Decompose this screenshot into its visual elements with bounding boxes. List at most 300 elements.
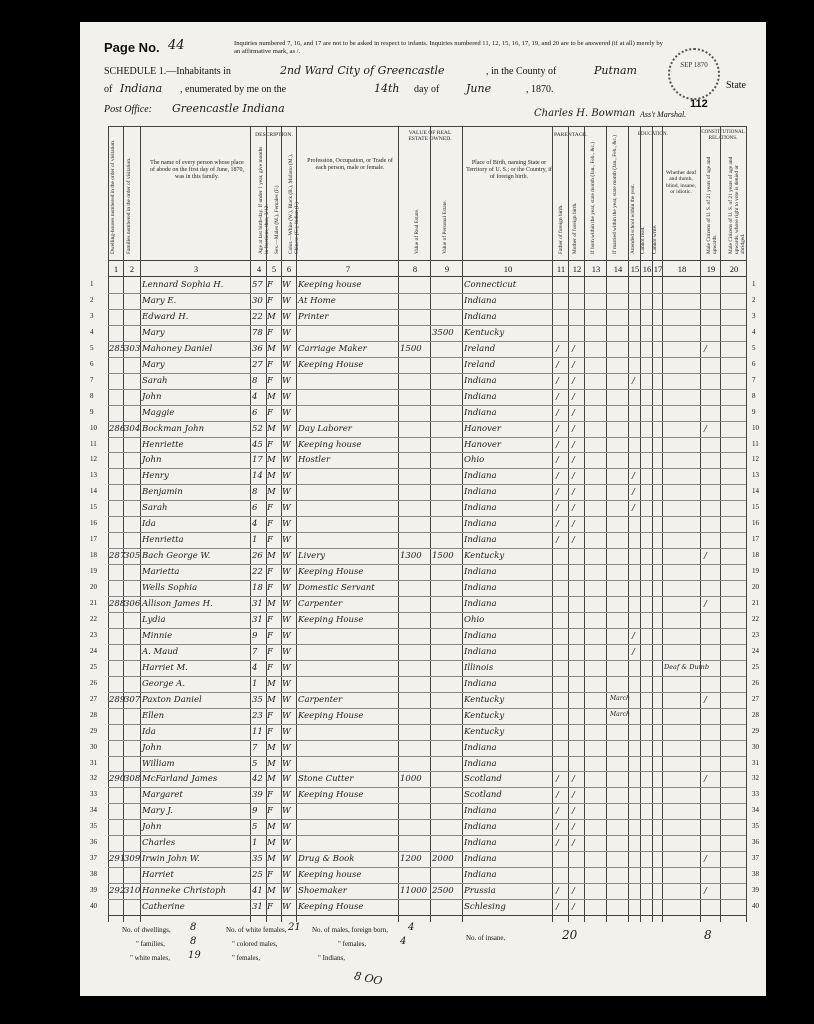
cell-c19: /	[704, 343, 707, 354]
row-number: 28	[90, 710, 97, 719]
grid-row-line	[108, 468, 746, 469]
cell-age: 1	[252, 535, 258, 546]
row-number: 9	[90, 407, 94, 416]
row-number-right: 39	[752, 886, 759, 895]
cell-age: 25	[252, 870, 263, 881]
cell-c12: /	[572, 343, 575, 354]
row-number: 21	[90, 599, 97, 607]
county-field: Putnam	[594, 64, 637, 77]
footer-foreign-females-label: " females,	[338, 940, 367, 948]
cell-sex: M	[267, 822, 276, 833]
row-number-right: 11	[752, 439, 759, 448]
cell-occ: Keeping House	[298, 902, 364, 913]
row-number-right: 37	[752, 854, 759, 863]
cell-sex: F	[267, 790, 273, 801]
cell-fam: 304	[124, 423, 141, 434]
schedule-label: SCHEDULE 1.—Inhabitants in	[104, 66, 231, 77]
row-number: 32	[90, 774, 97, 783]
cell-color: W	[282, 407, 291, 418]
row-number: 18	[90, 551, 97, 560]
cell-dw: 287	[109, 551, 126, 562]
cell-c12: /	[572, 838, 575, 849]
cell-birth: Indiana	[464, 678, 497, 689]
col-header-14: If married within the year, state month (Jan., Feb., &c.)	[612, 134, 618, 254]
row-number: 1	[90, 280, 94, 288]
cell-sex: F	[267, 535, 273, 546]
cell-name: Marietta	[142, 567, 180, 578]
cell-occ: Keeping House	[298, 790, 364, 801]
cell-color: W	[282, 630, 291, 641]
cell-color: W	[282, 902, 291, 913]
cell-age: 1	[252, 678, 258, 689]
cell-birth: Indiana	[464, 407, 497, 418]
cell-name: Ida	[142, 519, 156, 530]
cell-dw: 292	[109, 886, 126, 897]
col-header-8: Value of Real Estate.	[414, 208, 420, 254]
row-number-right: 28	[752, 710, 759, 719]
cell-fam: 305	[124, 551, 141, 562]
cell-color: W	[282, 391, 291, 402]
cell-sex: M	[267, 391, 276, 402]
row-number: 16	[90, 519, 97, 528]
cell-sex: M	[267, 471, 276, 482]
row-number: 5	[90, 343, 94, 352]
cell-birth: Indiana	[464, 487, 497, 498]
cell-age: 57	[252, 280, 263, 290]
cell-name: Lydia	[142, 614, 166, 625]
grid-row-line	[108, 452, 746, 453]
cell-color: W	[282, 375, 291, 386]
column-number: 1	[113, 264, 119, 274]
cell-birth: Indiana	[464, 295, 497, 306]
cell-c11: /	[556, 822, 559, 833]
cell-age: 39	[252, 790, 263, 801]
bottom-note: 8 ОО	[352, 969, 384, 988]
cell-birth: Indiana	[464, 854, 497, 865]
grid-row-line	[108, 771, 746, 772]
cell-color: W	[282, 487, 291, 498]
col-header-15: Attended school within the year.	[630, 184, 636, 254]
cell-sex: M	[267, 551, 276, 562]
row-number: 14	[90, 487, 97, 496]
column-number: 10	[503, 264, 513, 274]
cell-birth: Indiana	[464, 806, 497, 817]
cell-birth: Indiana	[464, 583, 497, 594]
cell-sex: M	[267, 838, 276, 849]
footer-tally-19: 8	[704, 928, 712, 942]
cell-dw: 289	[109, 694, 126, 705]
grid-row-line	[108, 389, 746, 390]
cell-name: John	[142, 391, 162, 402]
col-header-1: Dwelling-houses numbered in the order of visitation.	[110, 139, 116, 254]
cell-color: W	[282, 439, 291, 450]
cell-age: 8	[252, 487, 258, 498]
col-header-6: Color.—White (W.), Black (B.), Mulatto (M.), Chinese (C.), Indian (I.)	[288, 153, 300, 254]
row-number: 37	[90, 854, 97, 863]
grid-row-line	[108, 883, 746, 884]
row-number: 3	[90, 311, 94, 320]
cell-birth: Indiana	[464, 758, 497, 769]
cell-color: W	[282, 295, 291, 306]
column-number: 7	[345, 264, 351, 274]
grid-row-line	[108, 580, 746, 581]
grid-row-line	[108, 915, 746, 916]
row-number-right: 3	[752, 311, 756, 320]
cell-color: W	[282, 726, 291, 737]
cell-occ: Keeping House	[298, 710, 364, 721]
grid-row-line	[108, 516, 746, 517]
cell-age: 35	[252, 694, 263, 705]
row-number: 8	[90, 391, 94, 400]
row-number-right: 38	[752, 870, 759, 879]
grid-row-line	[108, 787, 746, 788]
cell-c11: /	[556, 487, 559, 498]
cell-c11: /	[556, 471, 559, 482]
cell-fam: 307	[124, 694, 141, 705]
cell-c11: /	[556, 774, 559, 785]
cell-occ: Hostler	[298, 455, 331, 466]
row-number-right: 31	[752, 758, 759, 767]
cell-name: Bockman John	[142, 423, 205, 434]
cell-name: Margaret	[142, 790, 183, 801]
grid-row-line	[108, 564, 746, 565]
cell-birth: Kentucky	[464, 327, 505, 338]
cell-name: Paxton Daniel	[142, 694, 202, 705]
cell-name: Mary	[142, 327, 165, 338]
cell-age: 14	[252, 471, 263, 482]
cell-name: Ellen	[142, 710, 165, 721]
grid-row-line	[108, 851, 746, 852]
cell-color: W	[282, 854, 291, 865]
cell-name: Lennard Sophia H.	[142, 280, 224, 290]
cell-age: 9	[252, 630, 258, 641]
cell-birth: Indiana	[464, 519, 497, 530]
cell-sex: M	[267, 742, 276, 753]
cell-age: 4	[252, 519, 258, 530]
row-number: 30	[90, 742, 97, 751]
cell-sex: M	[267, 599, 276, 609]
cell-c12: /	[572, 455, 575, 466]
grid-row-line	[108, 899, 746, 900]
cell-age: 52	[252, 423, 263, 434]
enumerated-label: , enumerated by me on the	[180, 84, 287, 95]
grid-row-line	[108, 484, 746, 485]
cell-c15: /	[632, 471, 635, 482]
cell-name: Irwin John W.	[142, 854, 200, 865]
cell-color: W	[282, 519, 291, 530]
cell-c11: /	[556, 359, 559, 370]
cell-birth: Kentucky	[464, 551, 505, 562]
cell-birth: Ireland	[464, 343, 496, 354]
row-number-right: 21	[752, 599, 759, 607]
cell-color: W	[282, 535, 291, 546]
col-header-5: Sex.—Males (M.), Females (F.)	[274, 185, 280, 254]
cell-age: 9	[252, 806, 258, 817]
cell-name: Hanneke Christoph	[142, 886, 226, 897]
cell-c19: /	[704, 886, 707, 897]
grid-row-line	[108, 740, 746, 741]
cell-c19: /	[704, 551, 707, 562]
col-header-16: Cannot read.	[640, 226, 646, 254]
grid-row-line	[108, 692, 746, 693]
cell-birth: Hanover	[464, 439, 501, 450]
cell-name: Harriet M.	[142, 662, 188, 673]
cell-name: Wells Sophia	[142, 583, 198, 594]
cell-name: Mary	[142, 359, 165, 370]
row-number: 38	[90, 870, 97, 879]
footer-foreign-females: 4	[400, 936, 407, 947]
cell-birth: Schlesing	[464, 902, 506, 913]
cell-occ: Drug & Book	[298, 854, 355, 865]
cell-birth: Kentucky	[464, 726, 505, 737]
row-number-right: 6	[752, 359, 756, 368]
cell-sex: F	[267, 407, 273, 418]
cell-color: W	[282, 758, 291, 769]
cell-sex: M	[267, 774, 276, 785]
cell-age: 1	[252, 838, 258, 849]
cell-name: John	[142, 455, 162, 466]
cell-color: W	[282, 870, 291, 881]
state-label: State	[726, 80, 746, 91]
row-number-right: 29	[752, 726, 759, 735]
cell-color: W	[282, 343, 291, 354]
cell-sex: F	[267, 630, 273, 641]
cell-birth: Kentucky	[464, 710, 505, 721]
cell-occ: Carpenter	[298, 599, 343, 609]
cell-c12: /	[572, 806, 575, 817]
cell-dw: 291	[109, 854, 126, 865]
row-number: 19	[90, 567, 97, 576]
cell-color: W	[282, 311, 291, 322]
cell-name: Henriette	[142, 439, 184, 450]
cell-age: 5	[252, 822, 258, 833]
grid-row-line	[108, 724, 746, 725]
month-field: June	[466, 82, 492, 95]
cell-birth: Ireland	[464, 359, 496, 370]
footer-dwellings: 8	[190, 922, 197, 933]
cell-sex: F	[267, 710, 273, 721]
row-number: 34	[90, 806, 97, 815]
cell-age: 26	[252, 551, 263, 562]
cell-c12: /	[572, 359, 575, 370]
cell-name: Charles	[142, 838, 176, 849]
row-number-right: 15	[752, 503, 759, 512]
row-number: 4	[90, 327, 94, 336]
footer-white-females-label: No. of white females,	[226, 926, 287, 934]
grid-row-line	[108, 756, 746, 757]
cell-birth: Prussia	[464, 886, 496, 897]
cell-color: W	[282, 790, 291, 801]
row-number-right: 5	[752, 343, 756, 352]
cell-birth: Indiana	[464, 646, 497, 657]
cell-c15: /	[632, 487, 635, 498]
cell-age: 31	[252, 902, 263, 913]
cell-color: W	[282, 742, 291, 753]
row-number-right: 2	[752, 295, 756, 304]
cell-sex: F	[267, 806, 273, 817]
cell-color: W	[282, 614, 291, 625]
cell-birth: Indiana	[464, 838, 497, 849]
col-header-20: Male Citizens of U. S. of 21 years of age and upwards, whose right to vote is denied or abridged.	[728, 156, 746, 254]
row-number: 26	[90, 678, 97, 687]
footer-white-males: 19	[188, 950, 201, 961]
cell-age: 5	[252, 758, 258, 769]
cell-c11: /	[556, 503, 559, 514]
cell-name: Bach George W.	[142, 551, 211, 562]
cell-color: W	[282, 567, 291, 578]
row-number-right: 9	[752, 407, 756, 416]
cell-occ: Keeping house	[298, 439, 362, 450]
cell-c11: /	[556, 838, 559, 849]
cell-re: 1200	[400, 854, 422, 865]
column-number: 2	[129, 264, 135, 274]
row-number: 24	[90, 646, 97, 655]
row-number-right: 20	[752, 583, 759, 592]
grid-row-line	[108, 405, 746, 406]
marshal-title: Ass't Marshal.	[640, 110, 687, 119]
row-number: 35	[90, 822, 97, 831]
cell-occ: Keeping House	[298, 359, 364, 370]
row-number-right: 13	[752, 471, 759, 480]
cell-c12: /	[572, 439, 575, 450]
cell-c15: /	[632, 646, 635, 657]
row-number-right: 14	[752, 487, 759, 496]
grid-row-line	[108, 373, 746, 374]
cell-color: W	[282, 599, 291, 609]
cell-color: W	[282, 551, 291, 562]
cell-age: 31	[252, 599, 263, 609]
page-number: 44	[168, 38, 185, 53]
cell-age: 6	[252, 407, 258, 418]
cell-sex: F	[267, 359, 273, 370]
row-number-right: 26	[752, 678, 759, 687]
row-number: 17	[90, 535, 97, 544]
cell-c12: /	[572, 487, 575, 498]
col-header-education: EDUCATION.	[638, 132, 668, 137]
sheet-number: 112	[690, 98, 708, 110]
grid-row-line	[108, 437, 746, 438]
cell-c11: /	[556, 407, 559, 418]
cell-sex: F	[267, 439, 273, 450]
cell-fam: 306	[124, 599, 141, 609]
cell-pe: 2000	[432, 854, 454, 865]
cell-birth: Indiana	[464, 311, 497, 322]
row-number: 7	[90, 375, 94, 384]
cell-c11: /	[556, 455, 559, 466]
grid-header-line	[108, 260, 746, 261]
state-field: Indiana	[120, 82, 163, 95]
cell-age: 7	[252, 646, 258, 657]
row-number: 33	[90, 790, 97, 799]
column-number: 20	[729, 264, 739, 274]
cell-age: 41	[252, 886, 263, 897]
cell-name: John	[142, 742, 162, 753]
cell-c11: /	[556, 519, 559, 530]
row-number-right: 32	[752, 774, 759, 783]
row-number: 20	[90, 583, 97, 592]
cell-birth: Ohio	[464, 455, 485, 466]
cell-c11: /	[556, 902, 559, 913]
footer-white-males-label: " white males,	[130, 954, 170, 962]
grid-row-line	[108, 660, 746, 661]
cell-color: W	[282, 678, 291, 689]
row-number-right: 23	[752, 630, 759, 639]
grid-row-line	[108, 708, 746, 709]
cell-c19: /	[704, 423, 707, 434]
cell-sex: F	[267, 503, 273, 514]
cell-color: W	[282, 280, 291, 290]
cell-pe: 3500	[432, 327, 454, 338]
grid-row-line	[108, 309, 746, 310]
cell-name: McFarland James	[142, 774, 218, 785]
cell-sex: M	[267, 886, 276, 897]
row-number-right: 19	[752, 567, 759, 576]
cell-sex: F	[267, 870, 273, 881]
row-number: 13	[90, 471, 97, 480]
cell-name: Mary J.	[142, 806, 173, 817]
cell-c12: /	[572, 886, 575, 897]
cell-sex: F	[267, 295, 273, 306]
cell-color: W	[282, 710, 291, 721]
cell-age: 22	[252, 311, 263, 322]
cell-birth: Scotland	[464, 774, 502, 785]
cell-birth: Scotland	[464, 790, 502, 801]
cell-name: Harriet	[142, 870, 174, 881]
cell-age: 45	[252, 439, 263, 450]
footer-foreign-males: 4	[408, 922, 415, 933]
cell-age: 7	[252, 742, 258, 753]
row-number-right: 27	[752, 694, 759, 703]
grid-row-line	[108, 803, 746, 804]
row-number-right: 1	[752, 280, 756, 288]
grid-row-line	[108, 835, 746, 836]
cell-c11: /	[556, 886, 559, 897]
row-number-right: 22	[752, 614, 759, 623]
row-number: 11	[90, 439, 97, 448]
cell-occ: Stone Cutter	[298, 774, 354, 785]
row-number: 29	[90, 726, 97, 735]
cell-occ: Keeping House	[298, 567, 364, 578]
cell-c18: Deaf & Dumb	[664, 662, 709, 671]
row-number: 36	[90, 838, 97, 847]
grid-row-line	[108, 819, 746, 820]
cell-sex: F	[267, 583, 273, 594]
grid-header-line	[108, 126, 746, 127]
cell-sex: M	[267, 423, 276, 434]
cell-fam: 308	[124, 774, 141, 785]
cell-c11: /	[556, 535, 559, 546]
cell-c14: March	[610, 694, 630, 702]
cell-c11: /	[556, 343, 559, 354]
cell-age: 31	[252, 614, 263, 625]
footer-dwellings-label: No. of dwellings,	[122, 926, 171, 934]
cell-fam: 303	[124, 343, 141, 354]
cell-occ: Shoemaker	[298, 886, 347, 897]
cell-age: 36	[252, 343, 263, 354]
cell-birth: Indiana	[464, 471, 497, 482]
cell-birth: Connecticut	[464, 280, 517, 290]
footer-insane-label: No. of insane,	[466, 934, 506, 942]
cell-birth: Ohio	[464, 614, 485, 625]
cell-pe: 2500	[432, 886, 454, 897]
cell-name: Edward H.	[142, 311, 189, 322]
cell-c11: /	[556, 439, 559, 450]
col-header-2: Families numbered in the order of visitation.	[126, 157, 132, 254]
cell-sex: F	[267, 614, 273, 625]
col-header-7: Profession, Occupation, or Trade of each person, male or female.	[307, 158, 393, 171]
cell-name: Benjamin	[142, 487, 183, 498]
column-number: 15	[630, 264, 640, 274]
